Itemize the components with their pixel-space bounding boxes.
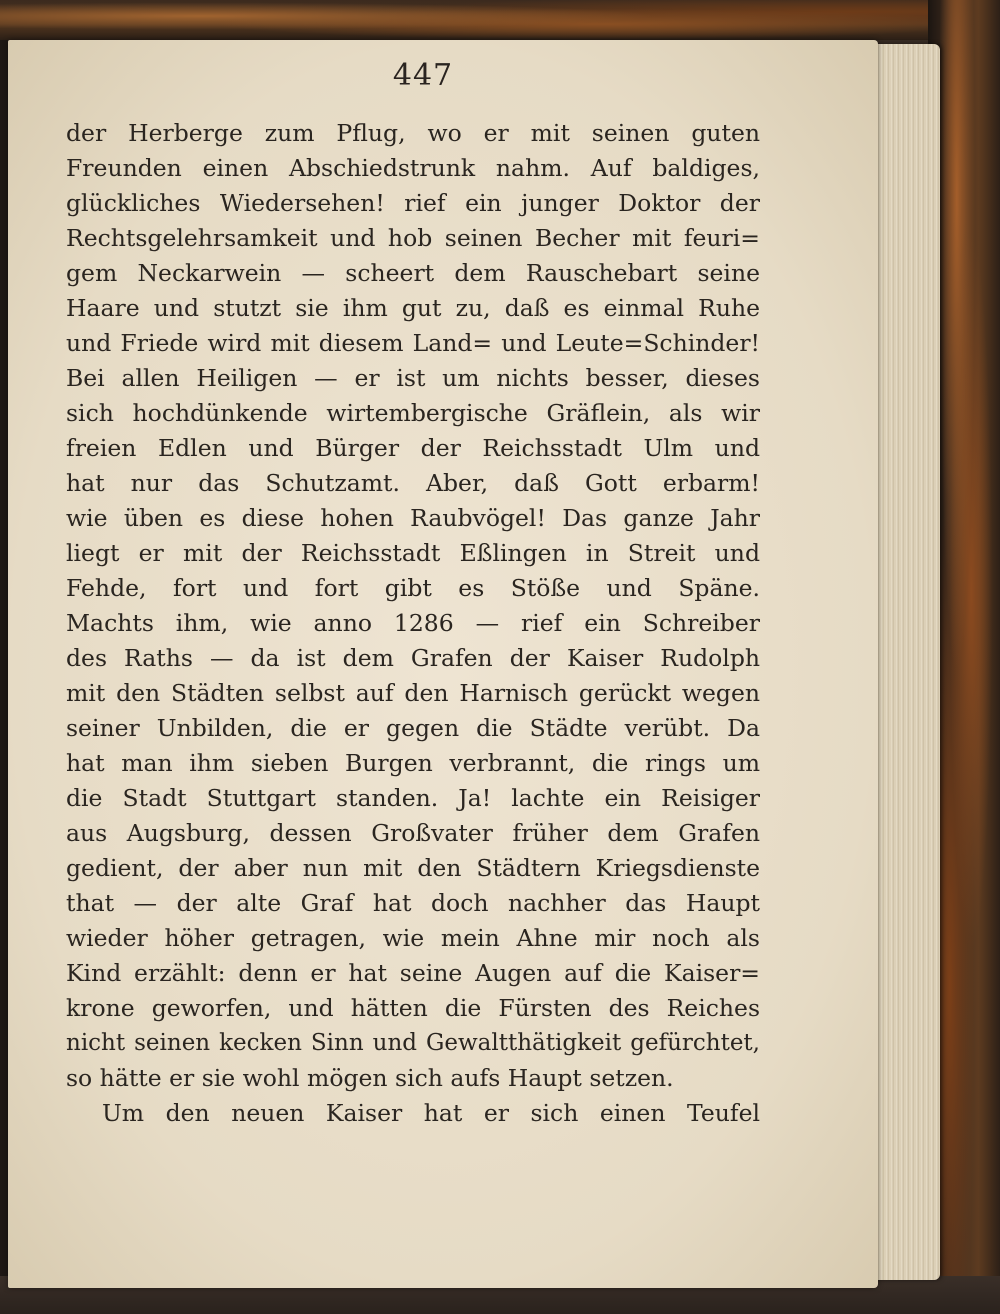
text-line: Um den neuen Kaiser hat er sich einen Teufel — [102, 1099, 760, 1127]
text-line: gem Neckarwein — scheert dem Rauschebart seine — [66, 259, 760, 287]
text-line: Kind erzählt: denn er hat seine Augen auf die Kaiser= — [66, 959, 760, 987]
text-line: so hätte er sie wohl mögen sich aufs Haupt setzen. — [66, 1064, 674, 1092]
text-line: wie üben es diese hohen Raubvögel! Das ganze Jahr — [66, 504, 760, 532]
text-line: glückliches Wiedersehen! rief ein junger Doktor der — [66, 189, 760, 217]
text-line: nicht seinen kecken Sinn und Gewaltthätigkeit gefürchtet, — [66, 1030, 760, 1056]
book-cover-top — [0, 0, 1000, 40]
text-line: krone geworfen, und hätten die Fürsten des Reiches — [66, 994, 760, 1022]
text-line: Fehde, fort und fort gibt es Stöße und Späne. — [66, 574, 760, 602]
text-line: that — der alte Graf hat doch nachher das Haupt — [66, 889, 760, 917]
text-line: und Friede wird mit diesem Land= und Leute=Schinder! — [66, 329, 760, 357]
text-line: seiner Unbilden, die er gegen die Städte verübt. Da — [66, 714, 760, 742]
text-line: der Herberge zum Pflug, wo er mit seinen guten — [66, 119, 760, 147]
text-line: gedient, der aber nun mit den Städtern Kriegsdienste — [66, 854, 760, 882]
text-line: Machts ihm, wie anno 1286 — rief ein Schreiber — [66, 609, 760, 637]
text-line: Haare und stutzt sie ihm gut zu, daß es einmal Ruhe — [66, 294, 760, 322]
text-line: hat man ihm sieben Burgen verbrannt, die rings um — [66, 749, 760, 777]
text-line: mit den Städten selbst auf den Harnisch gerückt wegen — [66, 679, 760, 707]
text-line: sich hochdünkende wirtembergische Gräflein, als wir — [66, 399, 760, 427]
page-number: 447 — [392, 58, 454, 93]
text-line: Freunden einen Abschiedstrunk nahm. Auf baldiges, — [66, 154, 760, 182]
text-line: die Stadt Stuttgart standen. Ja! lachte ein Reisiger — [66, 784, 760, 812]
text-line: wieder höher getragen, wie mein Ahne mir noch als — [66, 924, 760, 952]
page-text — [66, 116, 760, 1131]
text-line: Rechtsgelehrsamkeit und hob seinen Becher mit feuri= — [66, 224, 760, 252]
text-line: Bei allen Heiligen — er ist um nichts besser, dieses — [66, 364, 760, 392]
text-line: liegt er mit der Reichsstadt Eßlingen in Streit und — [66, 539, 760, 567]
text-line: freien Edlen und Bürger der Reichsstadt Ulm und — [66, 434, 760, 462]
book-page — [8, 40, 878, 1288]
text-line: des Raths — da ist dem Grafen der Kaiser Rudolph — [66, 644, 760, 672]
text-line: hat nur das Schutzamt. Aber, daß Gott erbarm! — [66, 469, 760, 497]
text-line: aus Augsburg, dessen Großvater früher dem Grafen — [66, 819, 760, 847]
